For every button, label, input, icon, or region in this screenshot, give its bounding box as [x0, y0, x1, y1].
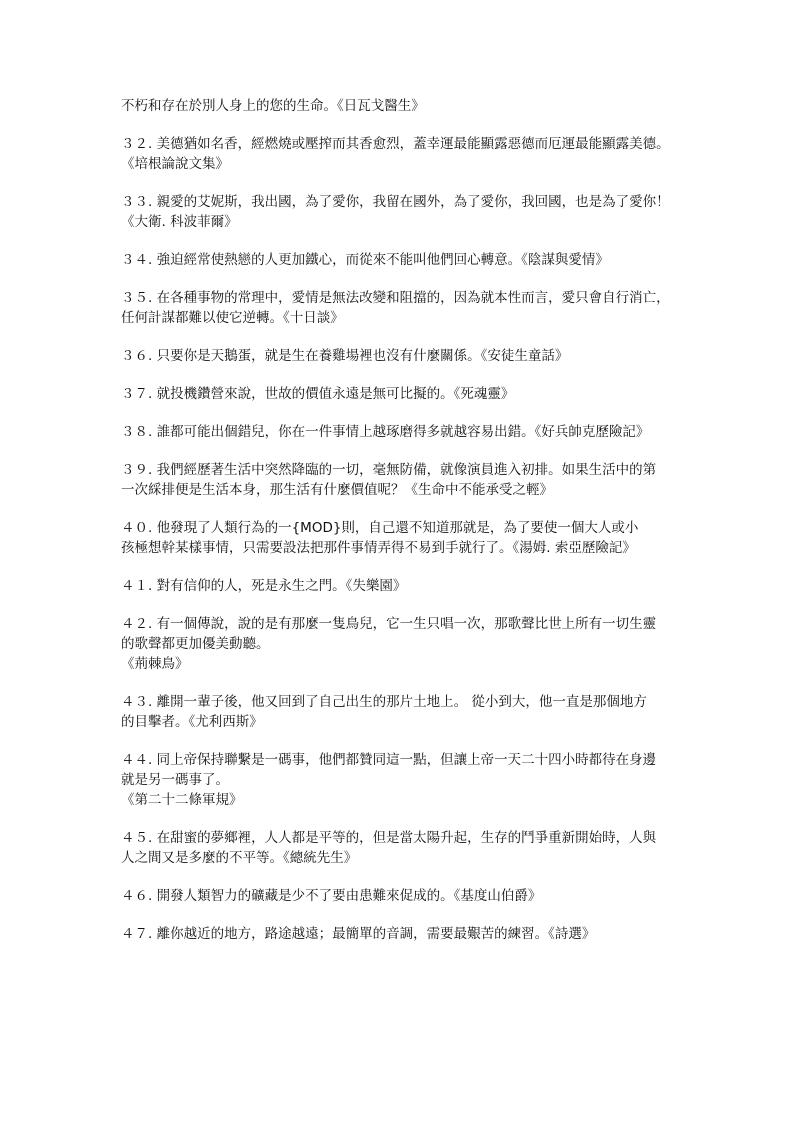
quote-line: ３５. 在各種事物的常理中，愛情是無法改變和阻擋的，因為就本性而言，愛只會自行消亡，	[121, 290, 670, 306]
quote-line: 不朽和存在於別人身上的您的生命。《日瓦戈醫生》	[121, 98, 425, 114]
quote-paragraph	[121, 192, 681, 232]
quote-paragraph	[121, 96, 681, 116]
quote-line: ３６. 只要你是天鵝蛋，就是生在養雞場裡也沒有什麼關係。《安徒生童話》	[121, 348, 569, 364]
quote-line: ３９. 我們經歷著生活中突然降臨的一切，毫無防備，就像演員進入初排。如果生活中的第	[121, 462, 657, 478]
quote-paragraph	[121, 134, 681, 174]
quote-line: 人之間又是多麼的不平等。《總統先生》	[121, 850, 358, 866]
quote-paragraph	[121, 614, 681, 674]
quote-paragraph	[121, 924, 681, 944]
quote-line: 就是另一碼事了。	[121, 772, 229, 788]
quote-paragraph	[121, 346, 681, 366]
quote-line: ４４. 同上帝保持聯繫是一碼事，他們都贊同這一點，但讓上帝一天二十四小時都待在身邊	[121, 752, 657, 768]
quote-paragraph	[121, 750, 681, 810]
quote-line: 孩極想幹某樣事情，只需要設法把那件事情弄得不易到手就行了。《湯姆. 索亞歷險記》	[121, 540, 636, 556]
quote-line: ３４. 強迫經常使熱戀的人更加鐵心，而從來不能叫他們回心轉意。《陰謀與愛情》	[121, 252, 609, 268]
quote-list	[121, 96, 681, 962]
quote-line: ３８. 誰都可能出個錯兒，你在一件事情上越琢磨得多就越容易出錯。《好兵帥克歷險記》	[121, 424, 650, 440]
quote-paragraph	[121, 422, 681, 442]
quote-line: ４６. 開發人類智力的礦藏是少不了要由患難來促成的。《基度山伯爵》	[121, 888, 542, 904]
quote-line: ４２. 有一個傳說，說的是有那麼一隻鳥兒，它一生只唱一次，那歌聲比世上所有一切生靈	[121, 616, 657, 632]
quote-paragraph	[121, 384, 681, 404]
quote-line: 《第二十二條軍規》	[121, 792, 243, 808]
quote-paragraph	[121, 692, 681, 732]
quote-line: 《大衛. 科波菲爾》	[121, 214, 238, 230]
quote-paragraph	[121, 828, 681, 868]
quote-paragraph	[121, 250, 681, 270]
quote-line: 的歌聲都更加優美動聽。	[121, 636, 270, 652]
quote-line: ４５. 在甜蜜的夢鄉裡，人人都是平等的，但是當太陽升起，生存的鬥爭重新開始時，人與	[121, 830, 657, 846]
quote-line: ４３. 離開一輩子後，他又回到了自己出生的那片土地上。 從小到大，他一直是那個地方	[121, 694, 647, 710]
quote-paragraph	[121, 518, 681, 558]
quote-line: 一次綵排便是生活本身，那生活有什麼價值呢？《生命中不能承受之輕》	[121, 482, 553, 498]
quote-line: ４０. 他發現了人類行為的一{MOD}則，自己還不知道那就是，為了要使一個大人或小	[121, 520, 639, 536]
quote-line: ４１. 對有信仰的人，死是永生之門。《失樂園》	[121, 578, 407, 594]
quote-line: 任何計謀都難以使它逆轉。《十日談》	[121, 310, 344, 326]
quote-line: 的目擊者。《尤利西斯》	[121, 714, 263, 730]
quote-line: 《荊棘鳥》	[121, 656, 189, 672]
quote-line: ４７. 離你越近的地方，路途越遠；最簡單的音調，需要最艱苦的練習。《詩選》	[121, 926, 596, 942]
quote-line: ３２. 美德猶如名香，經燃燒或壓搾而其香愈烈，蓋幸運最能顯露惡德而厄運最能顯露美德。	[121, 136, 670, 152]
quote-line: ３７. 就投機鑽營來說，世故的價值永遠是無可比擬的。《死魂靈》	[121, 386, 515, 402]
quote-line: ３３. 親愛的艾妮斯，我出國，為了愛你，我留在國外，為了愛你，我回國，也是為了愛你！	[121, 194, 670, 210]
quote-paragraph	[121, 288, 681, 328]
quote-line: 《培根論說文集》	[121, 156, 229, 172]
quote-paragraph	[121, 576, 681, 596]
quote-paragraph	[121, 460, 681, 500]
quote-paragraph	[121, 886, 681, 906]
